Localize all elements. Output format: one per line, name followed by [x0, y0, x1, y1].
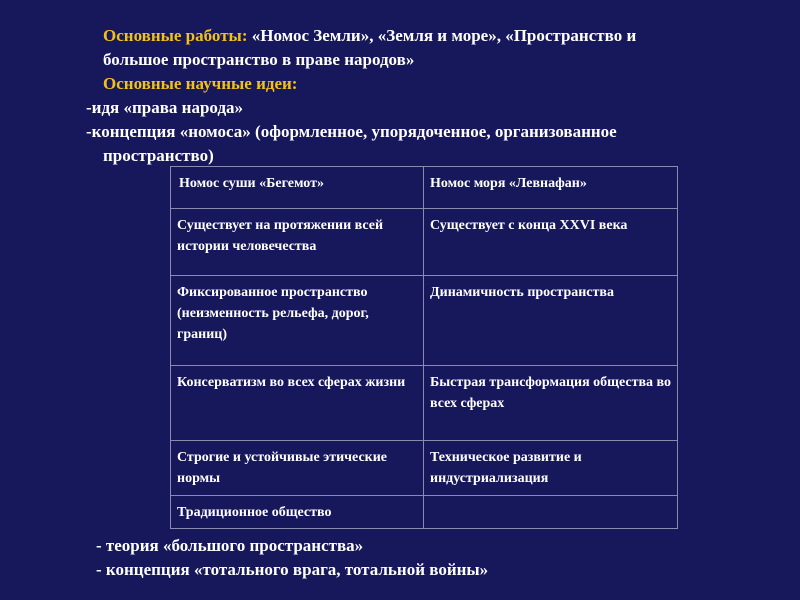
table-row: [171, 366, 678, 441]
ideas-label: Основные научные идеи:: [103, 74, 298, 93]
table-cell: [424, 495, 678, 528]
outro-item-1: - теория «большого пространства»: [96, 536, 364, 555]
table-cell: Консерватизм во всех сферах жизни: [171, 366, 424, 441]
idea-item-2-line-1: -концепция «номоса» (оформленное, упорядоченное, организованное: [86, 122, 617, 141]
works-label: Основные работы:: [103, 26, 248, 45]
table-row: [171, 495, 678, 528]
table-header-cell: Номос суши «Бегемот»: [171, 167, 424, 209]
table-cell: Техническое развитие и индустриализация: [424, 441, 678, 496]
table-header-cell: Номос моря «Левнафан»: [424, 167, 678, 209]
table-row: [171, 276, 678, 366]
table-cell: Быстрая трансформация общества во всех сферах: [424, 366, 678, 441]
table-cell: Существует с конца XXVI века: [424, 209, 678, 276]
outro-item-2: - концепция «тотального врага, тотальной войны»: [96, 560, 489, 579]
table-cell: Существует на протяжении всей истории человечества: [171, 209, 424, 276]
table-cell: Строгие и устойчивые этические нормы: [171, 441, 424, 496]
table-row: [171, 209, 678, 276]
idea-item-1: -идя «права народа»: [86, 98, 244, 117]
works-text-1: «Номос Земли», «Земля и море», «Пространство и: [247, 26, 637, 45]
table-cell: Традиционное общество: [171, 495, 424, 528]
table-cell: Фиксированное пространство (неизменность рельефа, дорог, границ): [171, 276, 424, 366]
table-cell: Динамичность пространства: [424, 276, 678, 366]
idea-item-2-line-2: пространство): [103, 146, 214, 165]
works-line-1: [103, 25, 636, 47]
nomos-comparison-table: [170, 166, 678, 529]
table-row: [171, 441, 678, 496]
table-header-row: [171, 167, 678, 209]
works-line-2: большое пространство в праве народов»: [103, 50, 415, 69]
